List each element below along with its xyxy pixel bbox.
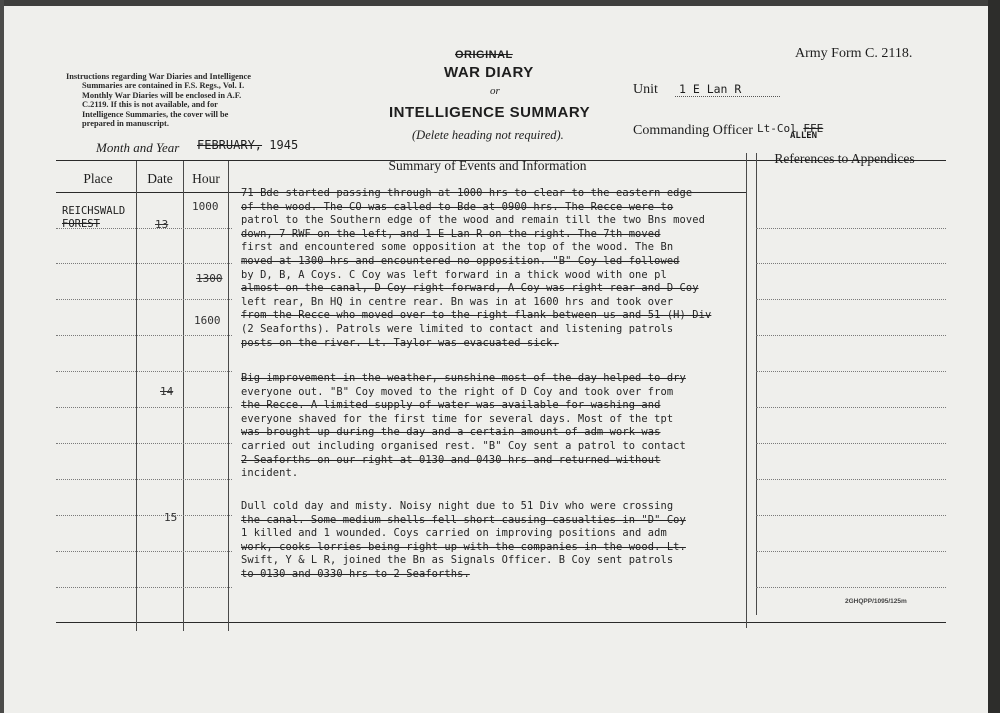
entry-line: left rear, Bn HQ in centre rear. Bn was in at 1600 hrs and took over bbox=[241, 295, 674, 308]
form-print-code: 2GHQPP/1095/125m bbox=[845, 598, 907, 605]
entry-day-14 bbox=[241, 372, 751, 481]
ruled-line bbox=[756, 263, 946, 264]
scan-edge-left bbox=[0, 0, 4, 713]
entry-line: patrol to the Southern edge of the wood and remain till the two Bns moved bbox=[241, 214, 705, 227]
ruled-line bbox=[756, 587, 946, 588]
table-bottom-border bbox=[56, 622, 946, 623]
entry-line: down, 7 RWF on the left, and 1 E Lan R on the right. The 7th moved bbox=[241, 227, 661, 240]
unit-dotted-line bbox=[675, 96, 780, 97]
ruled-line bbox=[756, 371, 946, 372]
column-header-hour: Hour bbox=[192, 171, 220, 186]
col-divider-hour bbox=[228, 161, 229, 631]
entry-line: incident. bbox=[241, 467, 299, 480]
entry-line: by D, B, A Coys. C Coy was left forward in a thick wood with one pl bbox=[241, 268, 667, 281]
date-cell: 13 bbox=[155, 218, 169, 231]
instructions-line: prepared in manuscript. bbox=[82, 119, 169, 129]
entry-line: everyone shaved for the first time for several days. Most of the tpt bbox=[241, 412, 674, 425]
entry-line: Swift, Y & L R, joined the Bn as Signals Officer. B Coy sent patrols bbox=[241, 554, 674, 567]
entry-line: (2 Seaforths). Patrols were limited to contact and listening patrols bbox=[241, 322, 674, 335]
ruled-line bbox=[756, 228, 946, 229]
ruled-line bbox=[56, 335, 232, 336]
entry-line: work, cooks lorries being right up with the companies in the wood. Lt. bbox=[241, 540, 686, 553]
ruled-line bbox=[756, 299, 946, 300]
ruled-line bbox=[56, 263, 232, 264]
year-value: 1945 bbox=[269, 138, 299, 152]
month-value: FEBRUARY, bbox=[197, 138, 263, 152]
hour-cell: 1000 bbox=[192, 200, 219, 213]
col-divider-place bbox=[136, 161, 137, 631]
delete-heading-note: (Delete heading not required). bbox=[412, 128, 564, 142]
entry-line: posts on the river. Lt. Taylor was evacuated sick. bbox=[241, 336, 559, 349]
date-cell: 15 bbox=[164, 511, 178, 524]
ruled-line bbox=[56, 551, 232, 552]
co-name-correction: ALLEN bbox=[790, 131, 818, 141]
entry-line: the Recce. A limited supply of water was available for washing and bbox=[241, 399, 661, 412]
date-cell: 14 bbox=[160, 385, 174, 398]
ruled-line bbox=[756, 551, 946, 552]
ruled-line bbox=[56, 299, 232, 300]
entry-line: 2 Seaforths on our right at 0130 and 0430 hrs and returned without bbox=[241, 453, 661, 466]
entry-line: first and encountered some opposition at the top of the wood. The Bn bbox=[241, 241, 674, 254]
entry-line: Big improvement in the weather, sunshine most of the day helped to dry bbox=[241, 372, 686, 384]
instructions-line: Instructions regarding War Diaries and Intelligence bbox=[66, 72, 251, 81]
entry-line: moved at 1300 hrs and encountered no opposition. "B" Coy led followed bbox=[241, 254, 680, 267]
ruled-line bbox=[756, 335, 946, 336]
hour-cell: 1300 bbox=[196, 272, 223, 285]
entry-line: carried out including organised rest. "B" Coy sent a patrol to contact bbox=[241, 439, 686, 452]
entry-line: 71 Bde started passing through at 1000 hrs to clear to the eastern edge bbox=[241, 187, 693, 199]
entry-line: from the Recce who moved over to the right flank between us and 51 (H) Div bbox=[241, 309, 712, 322]
entry-line: to 0130 and 0330 hrs to 2 Seaforths. bbox=[241, 567, 470, 580]
entry-line: Dull cold day and misty. Noisy night due to 51 Div who were crossing bbox=[241, 500, 674, 512]
ruled-line bbox=[756, 479, 946, 480]
unit-label: Unit bbox=[633, 82, 658, 97]
unit-value: 1 E Lan R bbox=[679, 82, 742, 96]
instructions-line: Summaries are contained in F.S. Regs., Vol. I. bbox=[82, 81, 245, 91]
ruled-line bbox=[56, 515, 232, 516]
or-label: or bbox=[490, 85, 500, 97]
commanding-officer-label: Commanding Officer bbox=[633, 123, 753, 138]
entry-line: everyone out. "B" Coy moved to the right of D Coy and took over from bbox=[241, 385, 674, 398]
column-header-references: References to Appendices bbox=[774, 151, 915, 166]
ruled-line bbox=[56, 479, 232, 480]
army-form-number: Army Form C. 2118. bbox=[795, 46, 913, 61]
entry-line: almost on the canal, D Coy right forward, A Coy was right rear and D Coy bbox=[241, 282, 699, 295]
place-line: FOREST bbox=[62, 218, 100, 230]
ruled-line bbox=[56, 587, 232, 588]
month-year-label: Month and Year bbox=[96, 140, 180, 155]
place-cell bbox=[62, 205, 125, 231]
entry-day-15 bbox=[241, 500, 751, 582]
place-line: REICHSWALD bbox=[62, 205, 126, 217]
entry-line: the canal. Some medium shells fell short causing casualties in "D" Coy bbox=[241, 513, 686, 526]
scan-edge-right bbox=[988, 0, 1000, 713]
column-header-place: Place bbox=[83, 171, 113, 186]
instructions-line: Intelligence Summaries, the cover will be bbox=[82, 109, 229, 119]
entry-line: was brought up during the day and a certain amount of adm work was bbox=[241, 426, 661, 439]
column-header-date: Date bbox=[147, 171, 173, 186]
war-diary-heading: WAR DIARY bbox=[444, 64, 534, 81]
ruled-line bbox=[756, 515, 946, 516]
ruled-line bbox=[56, 443, 232, 444]
ruled-line bbox=[56, 407, 232, 408]
entry-day-13 bbox=[241, 187, 751, 350]
entry-line: of the wood. The CO was called to Bde at 0900 hrs. The Recce were to bbox=[241, 200, 674, 213]
scan-edge-top bbox=[0, 0, 1000, 6]
ruled-line bbox=[756, 407, 946, 408]
entry-line: 1 killed and 1 wounded. Coys carried on improving positions and adm bbox=[241, 527, 667, 540]
hour-cell: 1600 bbox=[194, 314, 221, 327]
col-divider-references bbox=[756, 153, 757, 615]
instructions-block bbox=[66, 72, 298, 128]
intelligence-summary-heading: INTELLIGENCE SUMMARY bbox=[389, 104, 591, 121]
ruled-line bbox=[56, 371, 232, 372]
instructions-line: Monthly War Diaries will be enclosed in A.F. bbox=[82, 90, 242, 100]
original-stamp: ORIGINAL bbox=[455, 49, 513, 61]
co-rank: Lt-Col bbox=[757, 122, 797, 135]
column-header-summary: Summary of Events and Information bbox=[388, 158, 587, 173]
ruled-line bbox=[756, 443, 946, 444]
col-divider-date bbox=[183, 161, 184, 631]
instructions-line: C.2119. If this is not available, and for bbox=[82, 100, 218, 110]
co-name-struck: FFE bbox=[803, 122, 824, 135]
month-year-value bbox=[197, 138, 298, 152]
